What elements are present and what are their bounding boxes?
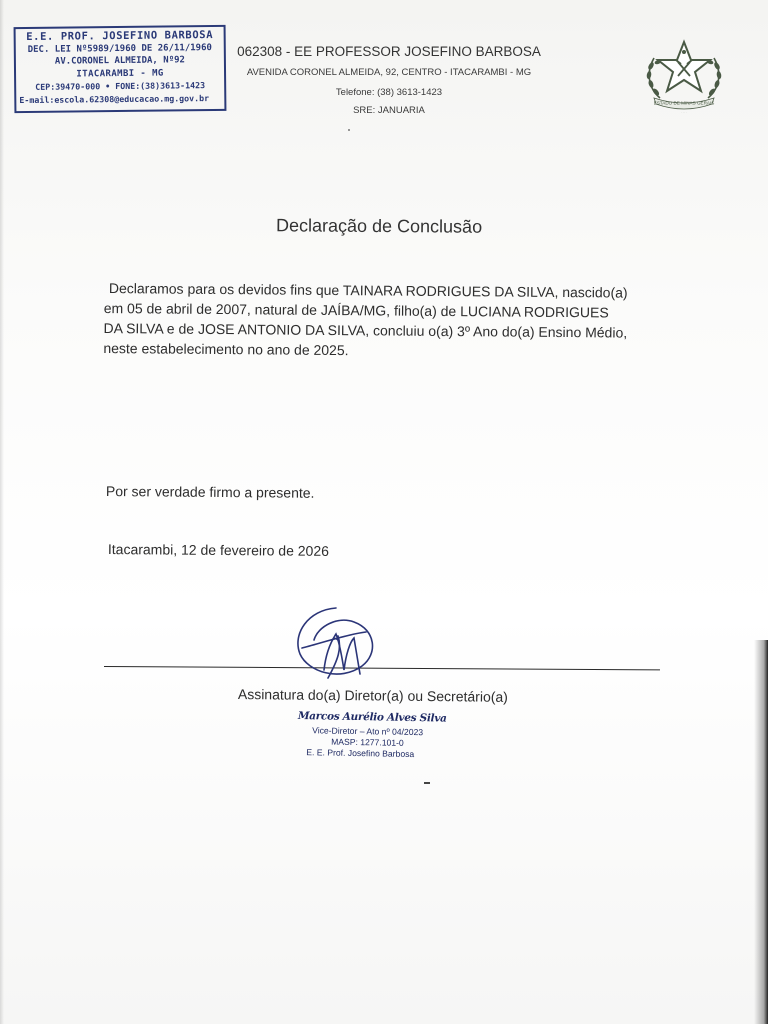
signature-label: Assinatura do(a) Diretor(a) ou Secretário(a) [237,686,508,705]
page-edge-shadow [0,0,4,1024]
declaration-paragraph [103,278,676,363]
closing-statement: Por ser verdade firmo a presente. [105,483,315,501]
school-sre: SRE: JANUARIA [353,105,425,116]
paragraph-line: neste estabelecimento no ano de 2025. [103,339,349,359]
vice-director-name: Marcos Aurélio Alves Silva [297,710,447,725]
stamp-cep-phone: CEP:39470-000 • FONE:(38)3613-1423 [35,80,206,92]
school-phone: Telefone: (38) 3613-1423 [335,87,443,98]
vice-director-school: E. E. Prof. Josefino Barbosa [306,747,415,760]
school-stamp [14,25,227,113]
vice-director-masp: MASP: 1277.101-0 [331,736,404,748]
paragraph-line: DA SILVA e de JOSE ANTONIO DA SILVA, concluiu o(a) 3º Ano do(a) Ensino Médio, [103,319,628,341]
vice-director-stamp [297,710,447,760]
paragraph-line: em 05 de abril de 2007, natural de JAÍBA/MG, filho(a) de LUCIANA RODRIGUES [103,299,609,321]
ink-speck [424,782,430,784]
ink-speck [348,129,350,131]
stamp-city: ITACARAMBI - MG [76,68,164,79]
document-title: Declaração de Conclusão [275,215,483,237]
stamp-address: AV.CORONEL ALMEIDA, Nº92 [54,55,185,67]
handwritten-signature [288,600,388,690]
place-and-date: Itacarambi, 12 de fevereiro de 2026 [107,541,330,559]
vice-director-role: Vice-Diretor – Ato nº 04/2023 [312,725,424,738]
stamp-decree: DEC. LEI Nº5989/1960 DE 26/11/1960 [27,42,212,55]
letterhead [226,44,552,116]
school-address: AVENIDA CORONEL ALMEIDA, 92, CENTRO - ITACARAMBI - MG [246,67,532,78]
page-fold-shadow [754,640,768,1024]
paragraph-line: Declaramos para os devidos fins que TAINARA RODRIGUES DA SILVA, nascido(a) [108,280,628,301]
stamp-school-name: E.E. PROF. JOSEFINO BARBOSA [26,29,214,43]
svg-text:· · · ·: · · · · [680,110,688,114]
school-name: 062308 - EE PROFESSOR JOSEFINO BARBOSA [237,44,541,59]
stamp-email: E-mail:escola.62308@educacao.mg.gov.br [19,92,210,105]
minas-gerais-coat-of-arms-icon [638,38,730,116]
svg-text:ESTADO DE MINAS GERAIS: ESTADO DE MINAS GERAIS [653,100,715,106]
